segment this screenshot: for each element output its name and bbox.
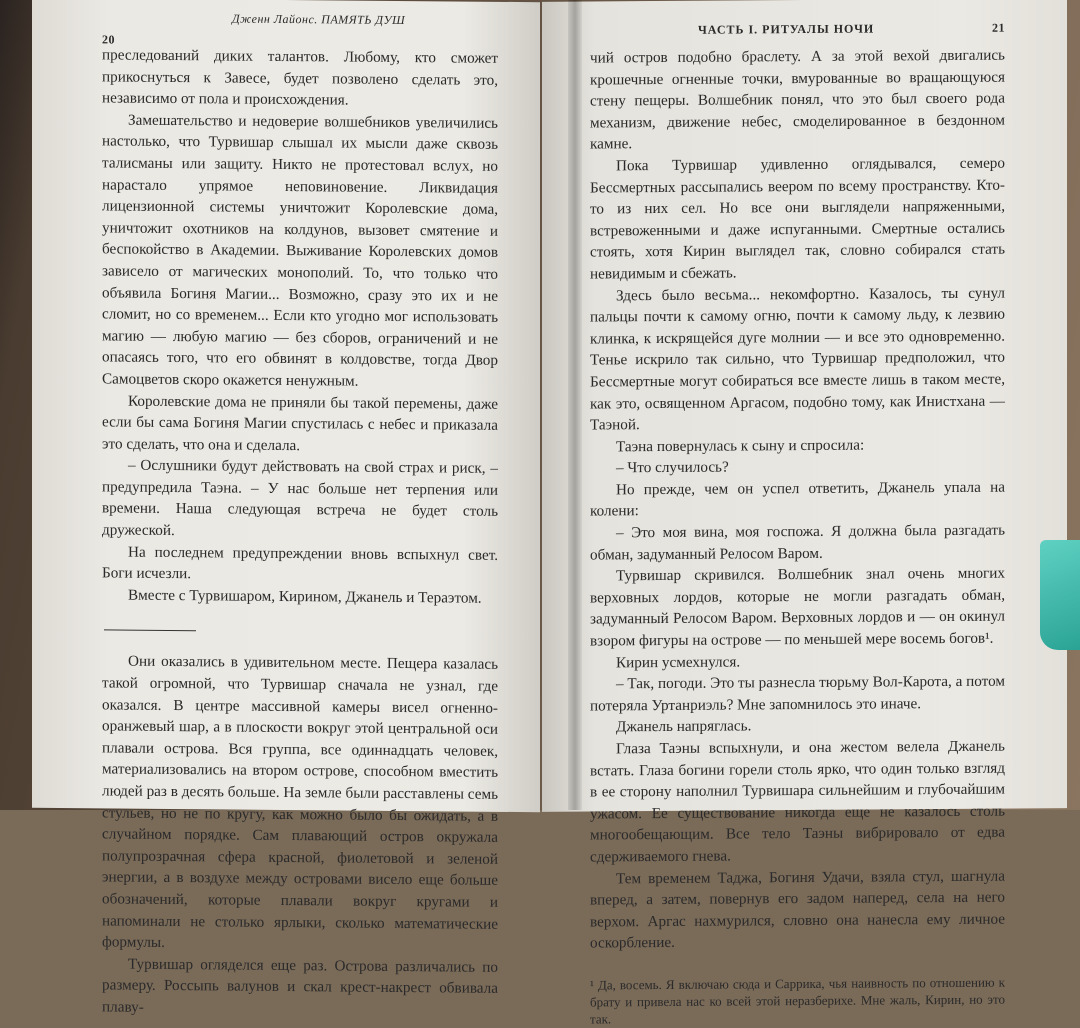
paragraph: Вместе с Турвишаром, Кирином, Джанель и Тераэтом. xyxy=(128,586,482,607)
right-body-text xyxy=(590,45,1005,1028)
paragraph: Кирин усмехнулся. xyxy=(616,653,741,671)
right-running-title: ЧАСТЬ I. РИТУАЛЫ НОЧИ xyxy=(698,21,875,37)
right-page-number: 21 xyxy=(992,20,1005,35)
left-page-number: 20 xyxy=(102,32,115,47)
paragraph: Турвишар скривился. Волшебник знал очень многих верховных лордов, которые не могли разгадать обман, задуманный Релосом Варом. Верховных лордов и — он окинул взором фигуры на острове — по меньшей мере восемь богов¹. xyxy=(590,564,1005,650)
paragraph: Здесь было весьма... некомфортно. Казалось, ты сунул пальцы почти к самому огню, почти к самому льду, к лезвию клинка, к искрящейся дуге молнии — и все это одновременно. Тенье искрило так сильно, что Турвишар предположил, что Бессмертные могут собираться все вместе лишь в таком месте, как это, освященном Аргасом, подобно тому, как Инистхана — Таэной. xyxy=(590,284,1005,434)
left-text-before-break xyxy=(102,44,498,609)
right-paragraphs xyxy=(590,45,1005,955)
left-text-after-break xyxy=(102,651,498,1022)
paragraph: Таэна повернулась к сыну и спросила: xyxy=(616,436,865,456)
scene-break-line xyxy=(104,630,196,632)
paragraph: преследований диких талантов. Любому, кто сможет прикоснуться к Завесе, будет позволено сделать это, независимо от пола и происхождения. xyxy=(102,46,498,109)
footnote: ¹ Да, восемь. Я включаю сюда и Саррика, чья наивность по отношению к брату и привела нас ко всей этой неразберихе. Мне жаль, Кирин, но это так. xyxy=(590,974,1005,1027)
binder-clip xyxy=(1040,540,1080,650)
paragraph: Они оказались в удивительном месте. Пещера казалась такой огромной, что Турвишар сначала не узнал, где оказался. В центре массивной камеры висел огненно-оранжевый шар, а в плоскости вокруг этой центральной оси плавали острова. Вся группа, все одиннадцать человек, материализовались на втором острове, способном вместить людей раз в десять больше. На земле были расставлены семь стульев, но не по кругу, как можно было бы ожидать, а в случайном порядке. Сам плавающий остров окружала полупрозрачная сфера красной, фиолетовой и зеленой энергии, а в воздухе между островами висело еще больше обозначений, которые плавали вокруг кругами и напоминали не столько ярлыки, сколько математические формулы. xyxy=(102,653,498,952)
paragraph: – Ослушники будут действовать на свой страх и риск, – предупредила Таэна. – У нас больше нет терпения или времени. Наша следующая встреча не будет столь дружеской. xyxy=(102,456,498,540)
paragraph: На последнем предупреждении вновь вспыхнул свет. Боги исчезли. xyxy=(102,543,498,583)
paragraph: Глаза Таэны вспыхнули, и она жестом велела Джанель встать. Глаза богини горели столь ярко, что один только взгляд в ее сторону наполнил Турвишара сильнейшим и глубочайшим ужасом. Ее существование никогда еще не казалось столь многообещающим. Все тело Таэны вибрировало от едва сдерживаемого гнева. xyxy=(590,737,1005,866)
left-page xyxy=(32,0,540,1016)
left-body-text xyxy=(102,44,498,1021)
paragraph: Замешательство и недоверие волшебников увеличились настолько, что Турвишар слышал их мысли даже сквозь талисманы или защиту. Никто не протестовал вслух, но нарастало упрямое неповиновение. Ликвидация лицензионной системы уничтожит Королевские дома, уничтожит охотников на колдунов, вызовет смятение и беспокойство в Академии. Выживание Королевских домов зависело от магических монополий. То, что только что объявила Богиня Магии... Возможно, сразу это их и не сломит, но со временем... Если кто угодно мог использовать магию — любую магию — без сборов, ограничений и не опасаясь того, что его обвинят в колдовстве, тогда Двор Самоцветов скоро окажется ненужным. xyxy=(102,111,498,390)
paragraph: Джанель напряглась. xyxy=(616,717,752,736)
right-page xyxy=(542,0,1067,1027)
paragraph: Но прежде, чем он успел ответить, Джанель упала на колени: xyxy=(590,478,1005,520)
paragraph: – Что случилось? xyxy=(616,458,729,477)
paragraph: – Так, погоди. Это ты разнесла тюрьму Вол-Карота, а потом потеряла Уртанриэль? Мне запомнилось это иначе. xyxy=(590,672,1005,715)
paragraph: – Это моя вина, моя госпожа. Я должна была разгадать обман, задуманный Релосом Варом. xyxy=(590,521,1005,564)
right-running-head xyxy=(590,0,1005,47)
paragraph: Тем временем Таджа, Богиня Удачи, взяла стул, шагнула вперед, а затем, повернув его задом наперед, села на него верхом. Аргас нахмурился, словно она нанесла ему личное оскорбление. xyxy=(590,867,1005,952)
book-spine xyxy=(568,0,582,810)
paragraph: Королевские дома не приняли бы такой перемены, даже если бы сама Богиня Магии спустилась с небес и приказала это сделать, что она и сделала. xyxy=(102,392,498,454)
paragraph: чий остров подобно браслету. А за этой вехой двигались крошечные огненные точки, вмурованные во вращающуюся стену пещеры. Волшебник понял, что это был своего рода механизм, движение небес, смоделированное в бездонном камне. xyxy=(590,46,1005,153)
paragraph: Пока Турвишар удивленно оглядывался, семеро Бессмертных рассыпались веером по всему пространству. Кто-то из них сел. Но все они выглядели напряженными, встревоженными и даже испуганными. Смертные остались стоять, хотя Кирин выглядел так, словно собирался стать невидимым и сбежать. xyxy=(590,154,1005,283)
open-book xyxy=(32,0,1067,1027)
left-running-title: Дженн Лайонс. ПАМЯТЬ ДУШ xyxy=(232,11,406,28)
paragraph: Турвишар огляделся еще раз. Острова различались по размеру. Россыпь валунов и скал крест-накрест обвивала плаву- xyxy=(102,955,498,1016)
left-running-head xyxy=(102,0,498,48)
